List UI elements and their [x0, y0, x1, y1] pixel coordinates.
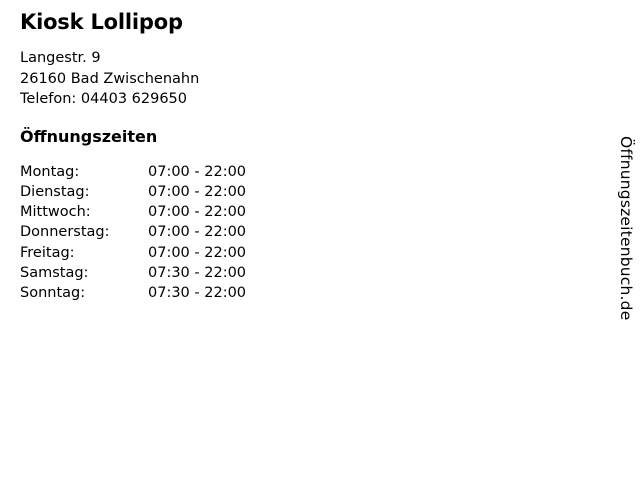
table-row — [20, 222, 288, 242]
table-row — [20, 162, 288, 182]
day-hours: 07:00 - 22:00 — [148, 163, 247, 180]
day-hours: 07:00 - 22:00 — [148, 224, 247, 241]
day-label: Montag: — [20, 163, 80, 180]
day-label: Sonntag: — [20, 285, 86, 302]
day-hours: 07:00 - 22:00 — [148, 204, 247, 221]
watermark-text: Öffnungszeitenbuch.de — [617, 136, 635, 321]
business-info-panel — [20, 8, 580, 304]
table-row — [20, 263, 288, 283]
day-hours: 07:00 - 22:00 — [148, 183, 247, 200]
day-label: Donnerstag: — [20, 224, 110, 241]
table-row — [20, 182, 288, 202]
opening-hours-heading: Öffnungszeiten — [20, 126, 158, 146]
address-block — [20, 48, 580, 110]
watermark — [616, 136, 638, 366]
day-label: Mittwoch: — [20, 204, 91, 221]
page-title: Kiosk Lollipop — [20, 10, 183, 34]
day-hours: 07:30 - 22:00 — [148, 264, 247, 281]
day-label: Freitag: — [20, 244, 75, 261]
table-row — [20, 243, 288, 263]
day-label: Dienstag: — [20, 183, 90, 200]
phone-number: Telefon: 04403 629650 — [20, 91, 188, 107]
table-row — [20, 283, 288, 303]
day-hours: 07:30 - 22:00 — [148, 285, 247, 302]
table-row — [20, 202, 288, 222]
address-city: 26160 Bad Zwischenahn — [20, 70, 200, 87]
day-label: Samstag: — [20, 264, 89, 281]
opening-hours-table — [20, 162, 288, 304]
address-street: Langestr. 9 — [20, 50, 101, 66]
day-hours: 07:00 - 22:00 — [148, 244, 247, 261]
